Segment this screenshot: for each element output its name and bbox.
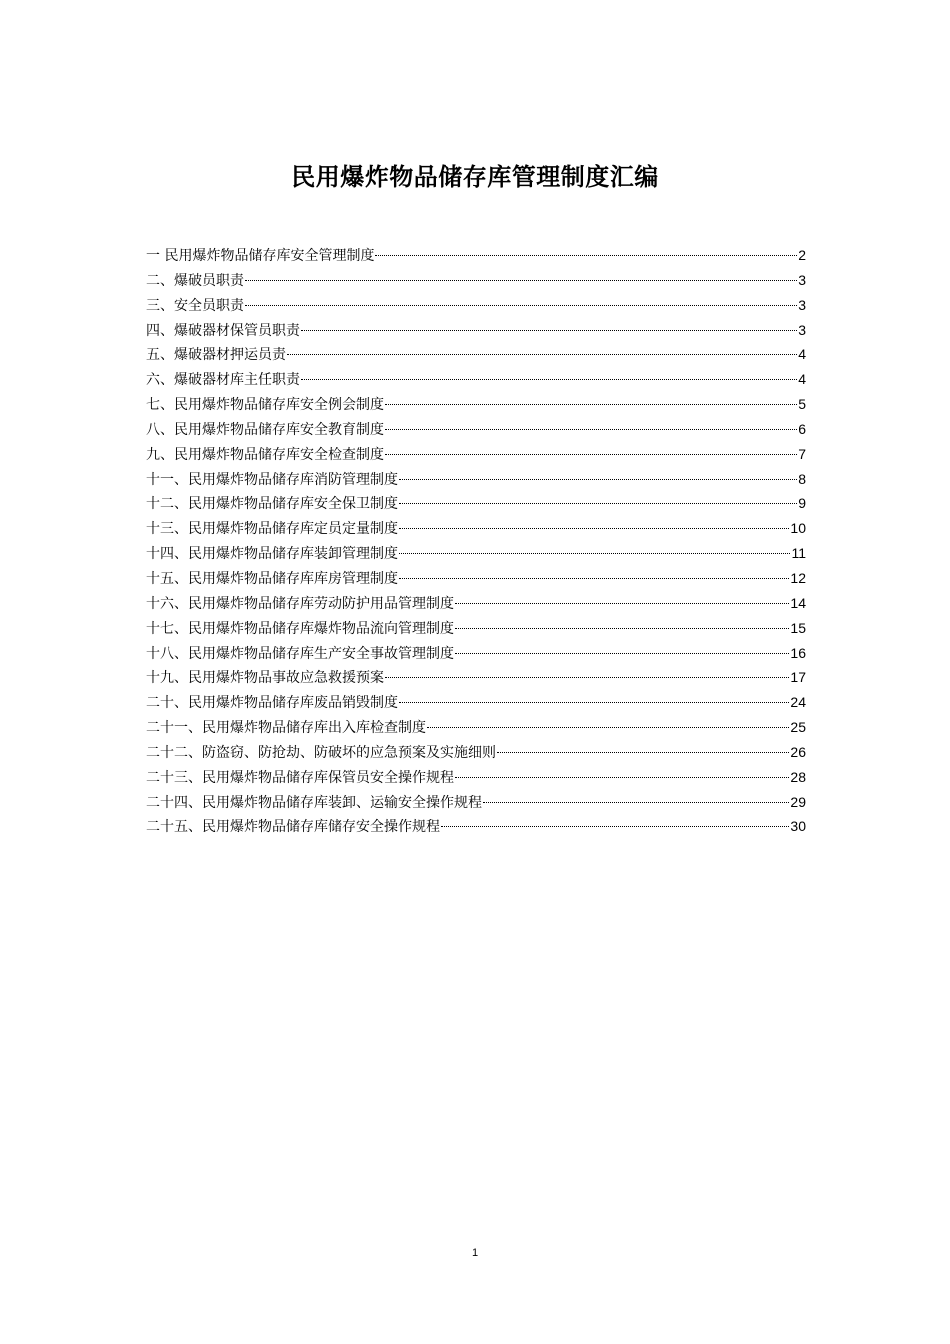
toc-entry-page: 3 (798, 321, 806, 338)
toc-entry[interactable] (146, 516, 806, 541)
toc-dot-leader (385, 677, 789, 678)
toc-entry-label: 八、民用爆炸物品储存库安全教育制度 (146, 421, 384, 438)
toc-entry-label: 四、爆破器材保管员职责 (146, 322, 300, 339)
toc-entry-label: 二十、民用爆炸物品储存库废品销毁制度 (146, 695, 398, 712)
toc-dot-leader (399, 479, 797, 480)
toc-entry-label: 十三、民用爆炸物品储存库定员定量制度 (146, 521, 398, 538)
toc-entry-page: 26 (790, 743, 806, 760)
toc-entry-label: 十四、民用爆炸物品储存库装卸管理制度 (146, 546, 398, 563)
toc-entry-label: 二、爆破员职责 (146, 272, 244, 289)
toc-entry[interactable] (146, 293, 806, 318)
toc-dot-leader (399, 702, 789, 703)
toc-entry-page: 8 (798, 470, 806, 487)
toc-entry[interactable] (146, 740, 806, 765)
toc-entry-page: 12 (790, 569, 806, 586)
toc-entry-label: 一 民用爆炸物品储存库安全管理制度 (146, 248, 375, 264)
toc-entry-label: 七、民用爆炸物品储存库安全例会制度 (146, 397, 384, 414)
toc-entry-page: 9 (798, 495, 806, 512)
toc-dot-leader (385, 454, 797, 455)
toc-dot-leader (399, 503, 797, 504)
toc-entry-page: 16 (790, 644, 806, 661)
toc-entry[interactable] (146, 715, 806, 740)
toc-entry[interactable] (146, 417, 806, 442)
toc-entry-page: 4 (798, 346, 806, 363)
toc-entry-label: 十九、民用爆炸物品事故应急救援预案 (146, 670, 384, 687)
toc-entry-page: 15 (790, 619, 806, 636)
toc-entry-page: 3 (798, 271, 806, 288)
toc-entry-label: 二十五、民用爆炸物品储存库储存安全操作规程 (146, 819, 440, 836)
toc-dot-leader (399, 528, 789, 529)
toc-entry-page: 7 (798, 445, 806, 462)
toc-dot-leader (301, 330, 797, 331)
toc-entry-label: 二十四、民用爆炸物品储存库装卸、运输安全操作规程 (146, 794, 482, 811)
toc-dot-leader (287, 354, 797, 355)
toc-dot-leader (455, 628, 789, 629)
toc-entry-label: 十七、民用爆炸物品储存库爆炸物品流向管理制度 (146, 620, 454, 637)
toc-entry[interactable] (146, 243, 806, 268)
toc-entry-label: 二十三、民用爆炸物品储存库保管员安全操作规程 (146, 769, 454, 786)
toc-entry-page: 28 (790, 768, 806, 785)
toc-entry-page: 24 (790, 694, 806, 711)
toc-entry-label: 二十一、民用爆炸物品储存库出入库检查制度 (146, 720, 426, 737)
toc-entry[interactable] (146, 268, 806, 293)
toc-entry-page: 4 (798, 371, 806, 388)
toc-entry[interactable] (146, 765, 806, 790)
toc-dot-leader (301, 379, 797, 380)
toc-entry-page: 10 (790, 520, 806, 537)
toc-dot-leader (455, 603, 789, 604)
toc-entry[interactable] (146, 641, 806, 666)
toc-entry-page: 25 (790, 719, 806, 736)
toc-entry[interactable] (146, 541, 806, 566)
toc-dot-leader (399, 553, 790, 554)
toc-dot-leader (455, 653, 789, 654)
toc-entry-label: 九、民用爆炸物品储存库安全检查制度 (146, 446, 384, 463)
toc-dot-leader (385, 429, 797, 430)
toc-entry-page: 5 (798, 396, 806, 413)
toc-entry-label: 十二、民用爆炸物品储存库安全保卫制度 (146, 496, 398, 513)
toc-dot-leader (245, 280, 797, 281)
toc-entry-page: 11 (791, 545, 806, 562)
toc-entry-page: 2 (798, 247, 806, 263)
toc-dot-leader (427, 727, 789, 728)
toc-entry[interactable] (146, 665, 806, 690)
toc-entry[interactable] (146, 814, 806, 839)
toc-entry[interactable] (146, 367, 806, 392)
toc-entry[interactable] (146, 790, 806, 815)
toc-entry-label: 五、爆破器材押运员责 (146, 347, 286, 364)
toc-entry[interactable] (146, 690, 806, 715)
toc-entry[interactable] (146, 392, 806, 417)
toc-entry[interactable] (146, 591, 806, 616)
toc-entry[interactable] (146, 442, 806, 467)
toc-entry[interactable] (146, 467, 806, 492)
toc-entry-label: 十一、民用爆炸物品储存库消防管理制度 (146, 471, 398, 488)
toc-dot-leader (497, 752, 789, 753)
toc-entry-page: 29 (790, 793, 806, 810)
toc-entry-label: 三、安全员职责 (146, 297, 244, 314)
toc-entry-label: 二十二、防盗窃、防抢劫、防破坏的应急预案及实施细则 (146, 744, 496, 761)
toc-dot-leader (399, 578, 789, 579)
toc-dot-leader (375, 255, 797, 256)
toc-dot-leader (385, 404, 797, 405)
toc-entry[interactable] (146, 616, 806, 641)
toc-entry-label: 十五、民用爆炸物品储存库库房管理制度 (146, 570, 398, 587)
toc-entry[interactable] (146, 342, 806, 367)
toc-entry-page: 3 (798, 296, 806, 313)
toc-entry[interactable] (146, 318, 806, 343)
toc-entry-page: 17 (790, 669, 806, 686)
toc-dot-leader (441, 826, 789, 827)
toc-entry[interactable] (146, 491, 806, 516)
toc-entry-page: 30 (790, 818, 806, 835)
page-number: 1 (471, 1247, 479, 1259)
toc-dot-leader (245, 305, 797, 306)
toc-dot-leader (483, 802, 789, 803)
table-of-contents (146, 243, 806, 839)
toc-entry-label: 六、爆破器材库主任职责 (146, 372, 300, 389)
toc-entry[interactable] (146, 566, 806, 591)
toc-entry-label: 十六、民用爆炸物品储存库劳动防护用品管理制度 (146, 595, 454, 612)
toc-dot-leader (455, 777, 789, 778)
toc-entry-label: 十八、民用爆炸物品储存库生产安全事故管理制度 (146, 645, 454, 662)
toc-entry-page: 6 (798, 420, 806, 437)
toc-entry-page: 14 (790, 594, 806, 611)
document-title: 民用爆炸物品储存库管理制度汇编 (291, 163, 659, 191)
